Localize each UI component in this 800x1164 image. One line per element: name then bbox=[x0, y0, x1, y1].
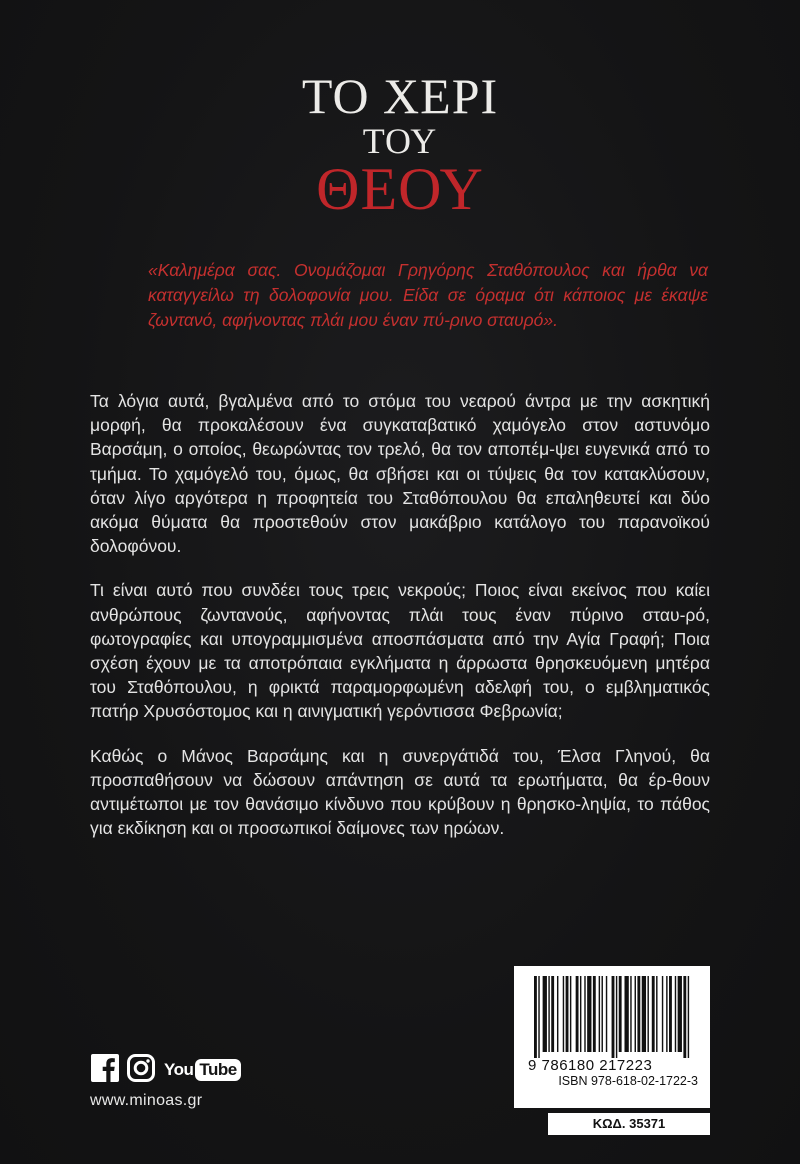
barcode-bar bbox=[688, 976, 689, 1058]
barcode-bar bbox=[557, 976, 558, 1052]
youtube-you-text: You bbox=[164, 1060, 194, 1079]
barcode-bar bbox=[669, 976, 672, 1052]
barcode-bar bbox=[570, 976, 571, 1052]
youtube-tube-text: Tube bbox=[195, 1059, 240, 1081]
title-line-3: ΘΕΟΥ bbox=[316, 156, 484, 222]
barcode-bar bbox=[662, 976, 663, 1052]
barcode-bar bbox=[624, 976, 628, 1052]
blurb-paragraph-3: Καθώς ο Μάνος Βαρσάμης και η συνεργάτιδά του, Έλσα Γληνού, θα προσπαθήσουν να δώσουν απάντηση σε αυτά τα ερωτήματα, θα έρ-θουν αντιμέτωποι με τον θανάσιμο κίνδυνο που κρύβουν η θρησκο-ληψία, το πάθος για εκδίκηση και οι προσωπικοί δαίμονες των ηρώων. bbox=[90, 745, 710, 839]
barcode-bar bbox=[678, 976, 682, 1052]
barcode-bar bbox=[599, 976, 600, 1052]
title-line-1: ΤΟ ΧΕΡΙ bbox=[301, 68, 499, 124]
barcode-bar bbox=[548, 976, 549, 1052]
product-code: ΚΩΔ. 35371 bbox=[548, 1113, 710, 1135]
barcode-bar bbox=[612, 976, 615, 1058]
barcode-bar bbox=[616, 976, 617, 1058]
barcode-bar bbox=[534, 976, 537, 1058]
barcode-bar bbox=[580, 976, 581, 1052]
barcode-bar bbox=[683, 976, 686, 1058]
instagram-icon[interactable] bbox=[126, 1053, 156, 1088]
barcode-bar bbox=[566, 976, 569, 1052]
barcode-bar bbox=[635, 976, 636, 1052]
barcode-bar bbox=[642, 976, 646, 1052]
title-line-2: ΤΟΥ bbox=[362, 121, 438, 161]
publisher-website[interactable]: www.minoas.gr bbox=[90, 1092, 203, 1109]
blurb-paragraph-2: Τι είναι αυτό που συνδέει τους τρεις νεκρούς; Ποιος είναι εκείνος που καίει ανθρώπους ζωντανούς, αφήνοντας πλάι τους έναν πύρινο σταυ-ρό, φωτογραφίες και υπογραμμισμένα αποσπάσματα από την Αγία Γραφή; Ποια σχέση έχουν με τα αποτρόπαια εγκλήματα η άρρωστα θρησκευόμενη μητέρα του Σταθόπουλου, η φρικτά παραμορφωμένη αδελφή του, ο εμβληματικός πατήρ Χρυσόστομος και η αινιγματική γερόντισσα Φεβρωνία; bbox=[90, 580, 710, 722]
barcode-bar bbox=[538, 976, 539, 1058]
blurb-paragraph-1: Τα λόγια αυτά, βγαλμένα από το στόμα του νεαρού άντρα με την ασκητική μορφή, θα προκαλέσουν ένα συγκαταβατικό χαμόγελο στον αστυνόμο Βαρσάμη, ο οποίος, θεωρώντας τον τρελό, θα τον αποπέμ-ψει ευγενικά από το τμήμα. Το χαμόγελό του, όμως, θα σβήσει και οι τύψεις θα τον κατακλύσουν, όταν λίγο αργότερα η προφητεία του Σταθόπουλου θα επαληθευτεί και δύο ακόμα θύματα θα προστεθούν στον μακάβριο κατάλογο του παρανοϊκού δολοφόνου. bbox=[90, 391, 710, 557]
barcode-bar bbox=[551, 976, 554, 1052]
barcode-bar bbox=[652, 976, 655, 1052]
barcode-bar bbox=[637, 976, 640, 1052]
barcode-bar bbox=[630, 976, 631, 1052]
barcode-bar bbox=[587, 976, 591, 1052]
barcode-bar bbox=[543, 976, 547, 1052]
barcode-number: 9 786180 217223 bbox=[528, 1057, 653, 1074]
facebook-icon[interactable] bbox=[90, 1053, 120, 1088]
barcode-bar bbox=[563, 976, 564, 1052]
opening-quote: «Καλημέρα σας. Ονομάζομαι Γρηγόρης Σταθόπουλος και ήρθα να καταγγείλω τη δολοφονία μου. Είδα σε όραμα ότι κάποιος με έκαψε ζωντανό, αφήνοντας πλάι μου έναν πύ-ρινο σταυρό». bbox=[148, 260, 708, 330]
book-title bbox=[0, 70, 800, 220]
barcode-bar bbox=[619, 976, 622, 1052]
barcode-bar bbox=[647, 976, 648, 1052]
barcode-bar bbox=[576, 976, 579, 1052]
barcode-bar bbox=[602, 976, 603, 1052]
social-icons bbox=[90, 1055, 241, 1085]
barcode-bar bbox=[593, 976, 596, 1052]
barcode-bar bbox=[675, 976, 676, 1052]
isbn-barcode bbox=[514, 966, 710, 1108]
barcode-bar bbox=[584, 976, 585, 1052]
barcode-bars bbox=[534, 976, 692, 1058]
barcode-bar bbox=[666, 976, 667, 1052]
barcode-bar bbox=[606, 976, 607, 1052]
blurb-text bbox=[90, 389, 710, 860]
barcode-bar bbox=[656, 976, 657, 1052]
isbn-label: ISBN 978-618-02-1722-3 bbox=[558, 1074, 698, 1088]
youtube-logo[interactable] bbox=[164, 1059, 241, 1081]
